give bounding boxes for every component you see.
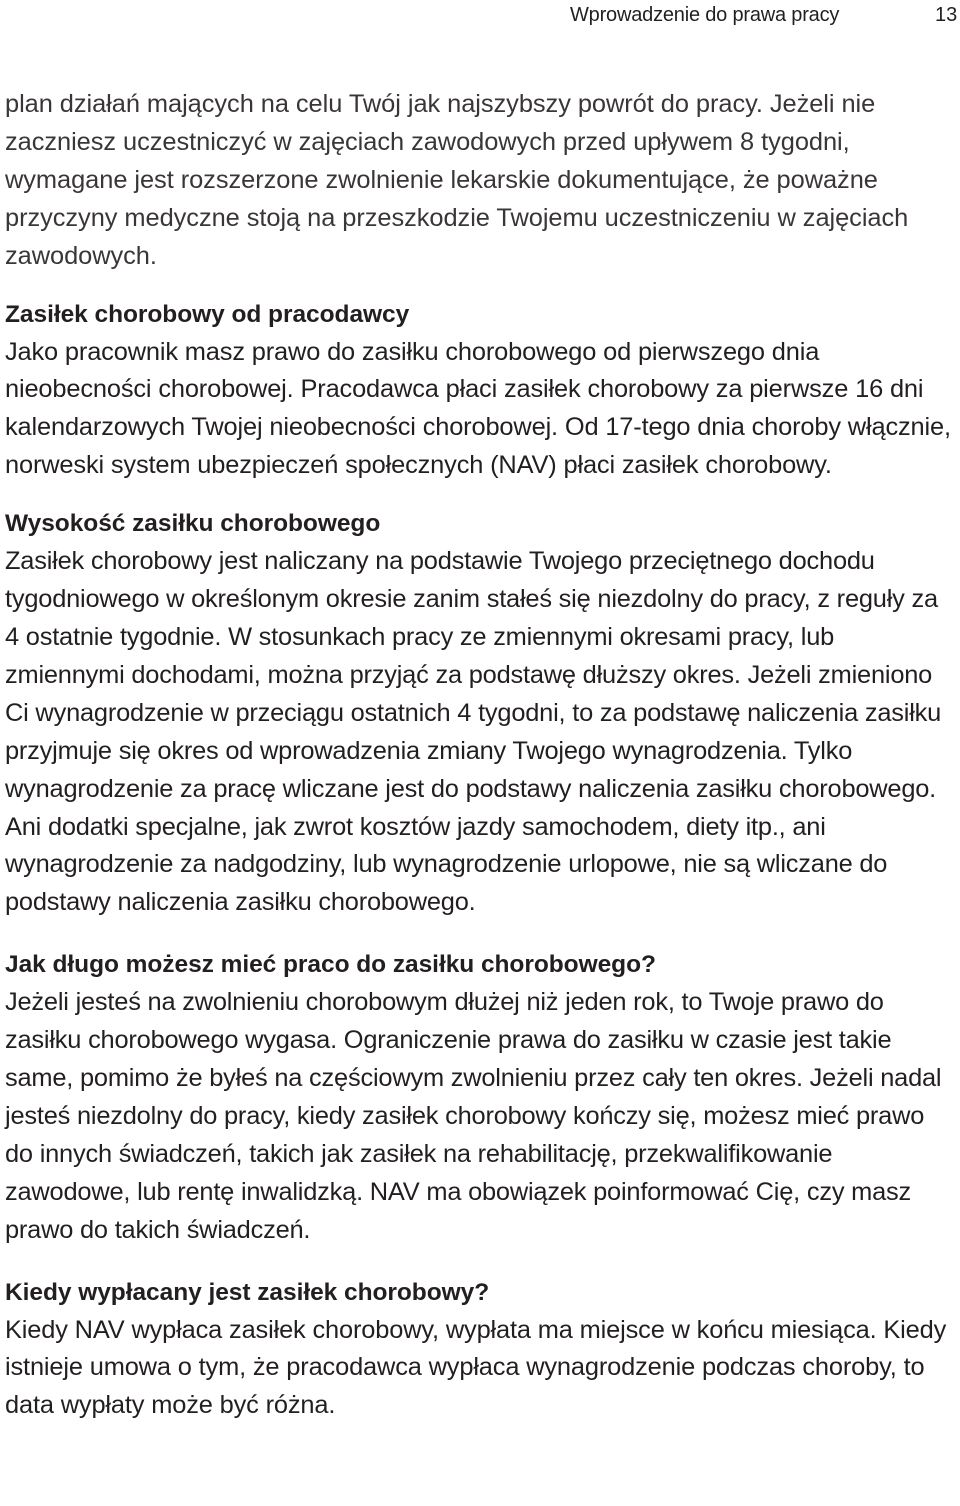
- section-heading: Zasiłek chorobowy od pracodawcy: [5, 300, 410, 328]
- intro-paragraph: plan działań mających na celu Twój jak najszybszy powrót do pracy. Jeżeli nie zaczniesz uczestniczyć w zajęciach zawodowych przed upływem 8 tygodni, wymagane jest rozszerzone zwolnienie lekarskie dokumentujące, że poważne przyczyny medyczne stoją na przeszkodzie Twojemu uczestniczeniu w zajęciach zawodowych.: [5, 90, 909, 270]
- page-number: 13: [935, 4, 958, 26]
- page-body: [5, 86, 957, 1425]
- section-sick-pay-amount: [5, 505, 957, 922]
- section-heading: Kiedy wypłacany jest zasiłek chorobowy?: [5, 1278, 490, 1306]
- section-heading: Wysokość zasiłku chorobowego: [5, 510, 381, 538]
- section-heading: Jak długo możesz mieć praco do zasiłku chorobowego?: [5, 951, 656, 979]
- running-header: [0, 0, 960, 40]
- section-employer-sick-pay: [5, 296, 957, 486]
- section-paragraph: Jako pracownik masz prawo do zasiłku chorobowego od pierwszego dnia nieobecności chorobowej. Pracodawca płaci zasiłek chorobowy za pierwsze 16 dni kalendarzowych Twojej nieobecności chorobowej. Od 17-tego dnia choroby włącznie, norweski system ubezpieczeń społecznych (NAV) płaci zasiłek chorobowy.: [5, 337, 951, 480]
- running-header-title: Wprowadzenie do prawa pracy: [570, 4, 840, 26]
- section-paragraph: Jeżeli jesteś na zwolnieniu chorobowym dłużej niż jeden rok, to Twoje prawo do zasiłku chorobowego wygasa. Ograniczenie prawa do zasiłku w czasie jest takie same, pomimo że byłeś na częściowym zwolnieniu przez cały ten okres. Jeżeli nadal jesteś niezdolny do pracy, kiedy zasiłek chorobowy kończy się, możesz mieć prawo do innych świadczeń, takich jak zasiłek na rehabilitację, przekwalifikowanie zawodowe, lub rentę inwalidzką. NAV ma obowiązek poinformować Cię, czy masz prawo do takich świadczeń.: [5, 988, 942, 1244]
- section-sick-pay-payment-date: [5, 1274, 957, 1426]
- section-paragraph: Zasiłek chorobowy jest naliczany na podstawie Twojego przeciętnego dochodu tygodniowego w określonym okresie zanim stałeś się niezdolny do pracy, z reguły za 4 ostatnie tygodnie. W stosunkach pracy ze zmiennymi okresami pracy, lub zmiennymi dochodami, można przyjąć za podstawę dłuższy okres. Jeżeli zmieniono Ci wynagrodzenie w przeciągu ostatnich 4 tygodni, to za podstawę naliczenia zasiłku przyjmuje się okres od wprowadzenia zmiany Twojego wynagrodzenia. Tylko wynagrodzenie za pracę wliczane jest do podstawy naliczenia zasiłku chorobowego. Ani dodatki specjalne, jak zwrot kosztów jazdy samochodem, diety itp., ani wynagrodzenie za nadgodziny, lub wynagrodzenie urlopowe, nie są wliczane do podstawy naliczenia zasiłku chorobowego.: [5, 547, 942, 917]
- section-sick-pay-duration: [5, 946, 957, 1249]
- section-paragraph: Kiedy NAV wypłaca zasiłek chorobowy, wypłata ma miejsce w końcu miesiąca. Kiedy istnieje umowa o tym, że pracodawca wypłaca wynagrodzenie podczas choroby, to data wypłaty może być różna.: [5, 1315, 947, 1420]
